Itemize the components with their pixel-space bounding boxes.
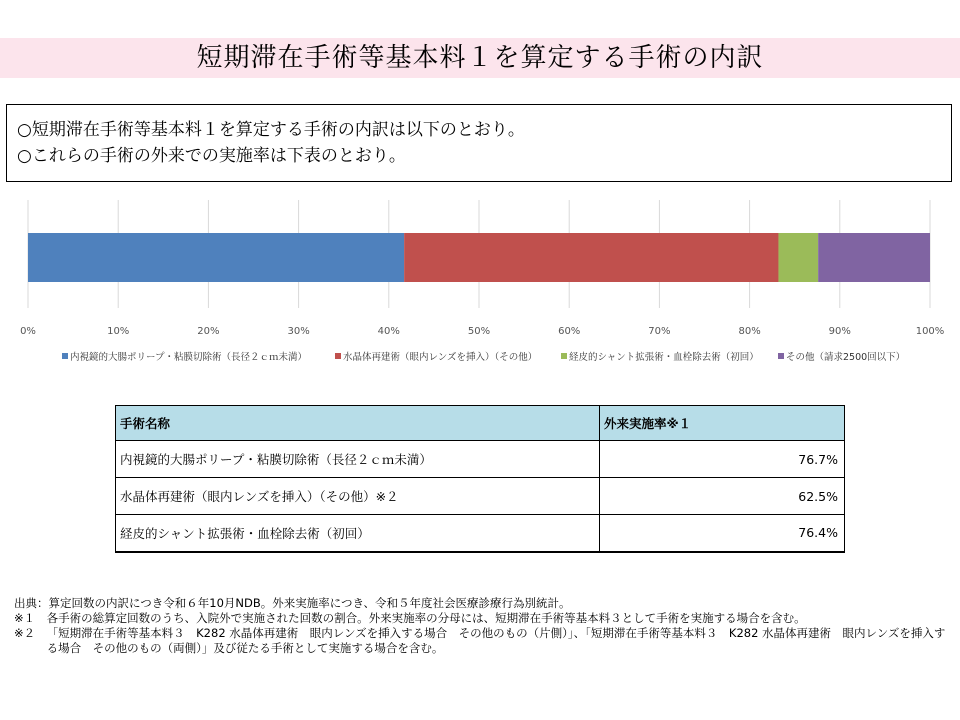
x-tick-label: 0% xyxy=(20,326,36,337)
stacked-bar-chart xyxy=(0,190,960,375)
x-tick-label: 30% xyxy=(287,326,310,337)
rates-table xyxy=(115,405,845,553)
rate-cell: 76.7% xyxy=(600,441,845,478)
bar-segment xyxy=(28,233,404,282)
table-row xyxy=(116,515,845,552)
bar-segment xyxy=(818,233,930,282)
x-tick-label: 20% xyxy=(197,326,220,337)
legend-swatch xyxy=(335,353,341,359)
legend-label: 水晶体再建術（眼内レンズを挿入）（その他） xyxy=(343,352,538,363)
x-tick-label: 90% xyxy=(828,326,851,337)
summary-box xyxy=(6,104,952,182)
legend-label: 内視鏡的大腸ポリープ・粘膜切除術（長径２ｃｍ未満） xyxy=(70,352,308,363)
note-1 xyxy=(14,611,950,626)
summary-line-1: ○短期滞在手術等基本料１を算定する手術の内訳は以下のとおり。 xyxy=(17,120,525,140)
legend-label: その他（請求2500回以下） xyxy=(786,352,906,363)
header-procedure-name: 手術名称 xyxy=(116,406,600,441)
x-tick-label: 50% xyxy=(467,326,491,337)
procedure-name-cell: 経皮的シャント拡張術・血栓除去術（初回） xyxy=(116,515,600,552)
page-title: 短期滞在手術等基本料１を算定する手術の内訳 xyxy=(196,43,764,73)
note-source xyxy=(14,596,950,611)
x-tick-label: 100% xyxy=(915,326,945,337)
x-tick-label: 60% xyxy=(558,326,581,337)
table-row xyxy=(116,478,845,515)
legend-label: 経皮的シャント拡張術・血栓除去術（初回） xyxy=(569,352,759,363)
bar-segment xyxy=(404,233,778,282)
bar-segment xyxy=(778,233,818,282)
note-text: 各手術の総算定回数のうち、入院外で実施された回数の割合。外来実施率の分母には、短期滞在手術等基本料３として手術を実施する場合を含む。 xyxy=(46,611,806,625)
procedure-name-cell: 水晶体再建術（眼内レンズを挿入）（その他）※２ xyxy=(116,478,600,515)
procedure-name-cell: 内視鏡的大腸ポリープ・粘膜切除術（長径２ｃｍ未満） xyxy=(116,441,600,478)
chart-legend xyxy=(62,351,905,363)
note-text: 「短期滞在手術等基本料３ K282 水晶体再建術 眼内レンズを挿入する場合 その他のもの（片側）」、「短期滞在手術等基本料３ K282 水晶体再建術 眼内レンズを挿入する場合 その他のもの（両側）」及び従たる手術として実施する場合を含む。 xyxy=(46,626,946,655)
note-mark: ※２ xyxy=(14,626,47,640)
table-header-row xyxy=(116,406,845,441)
x-tick-label: 70% xyxy=(648,326,671,337)
legend-swatch xyxy=(561,353,567,359)
note-text: 出典：算定回数の内訳につき令和６年10月NDB。外来実施率につき、令和５年度社会医療診療行為別統計。 xyxy=(14,596,571,610)
note-2 xyxy=(14,626,950,656)
table-row xyxy=(116,441,845,478)
footnotes xyxy=(14,596,950,656)
x-tick-label: 40% xyxy=(377,326,400,337)
x-tick-label: 10% xyxy=(107,326,130,337)
header-outpatient-rate: 外来実施率※１ xyxy=(600,406,845,441)
note-mark: ※１ xyxy=(14,611,47,625)
rate-cell: 62.5% xyxy=(600,478,845,515)
x-tick-label: 80% xyxy=(738,326,761,337)
legend-swatch xyxy=(778,353,784,359)
rate-cell: 76.4% xyxy=(600,515,845,552)
chart-x-axis xyxy=(20,326,944,337)
summary-line-2: ○これらの手術の外来での実施率は下表のとおり。 xyxy=(17,146,406,166)
chart-bars xyxy=(28,233,930,282)
legend-swatch xyxy=(62,353,68,359)
